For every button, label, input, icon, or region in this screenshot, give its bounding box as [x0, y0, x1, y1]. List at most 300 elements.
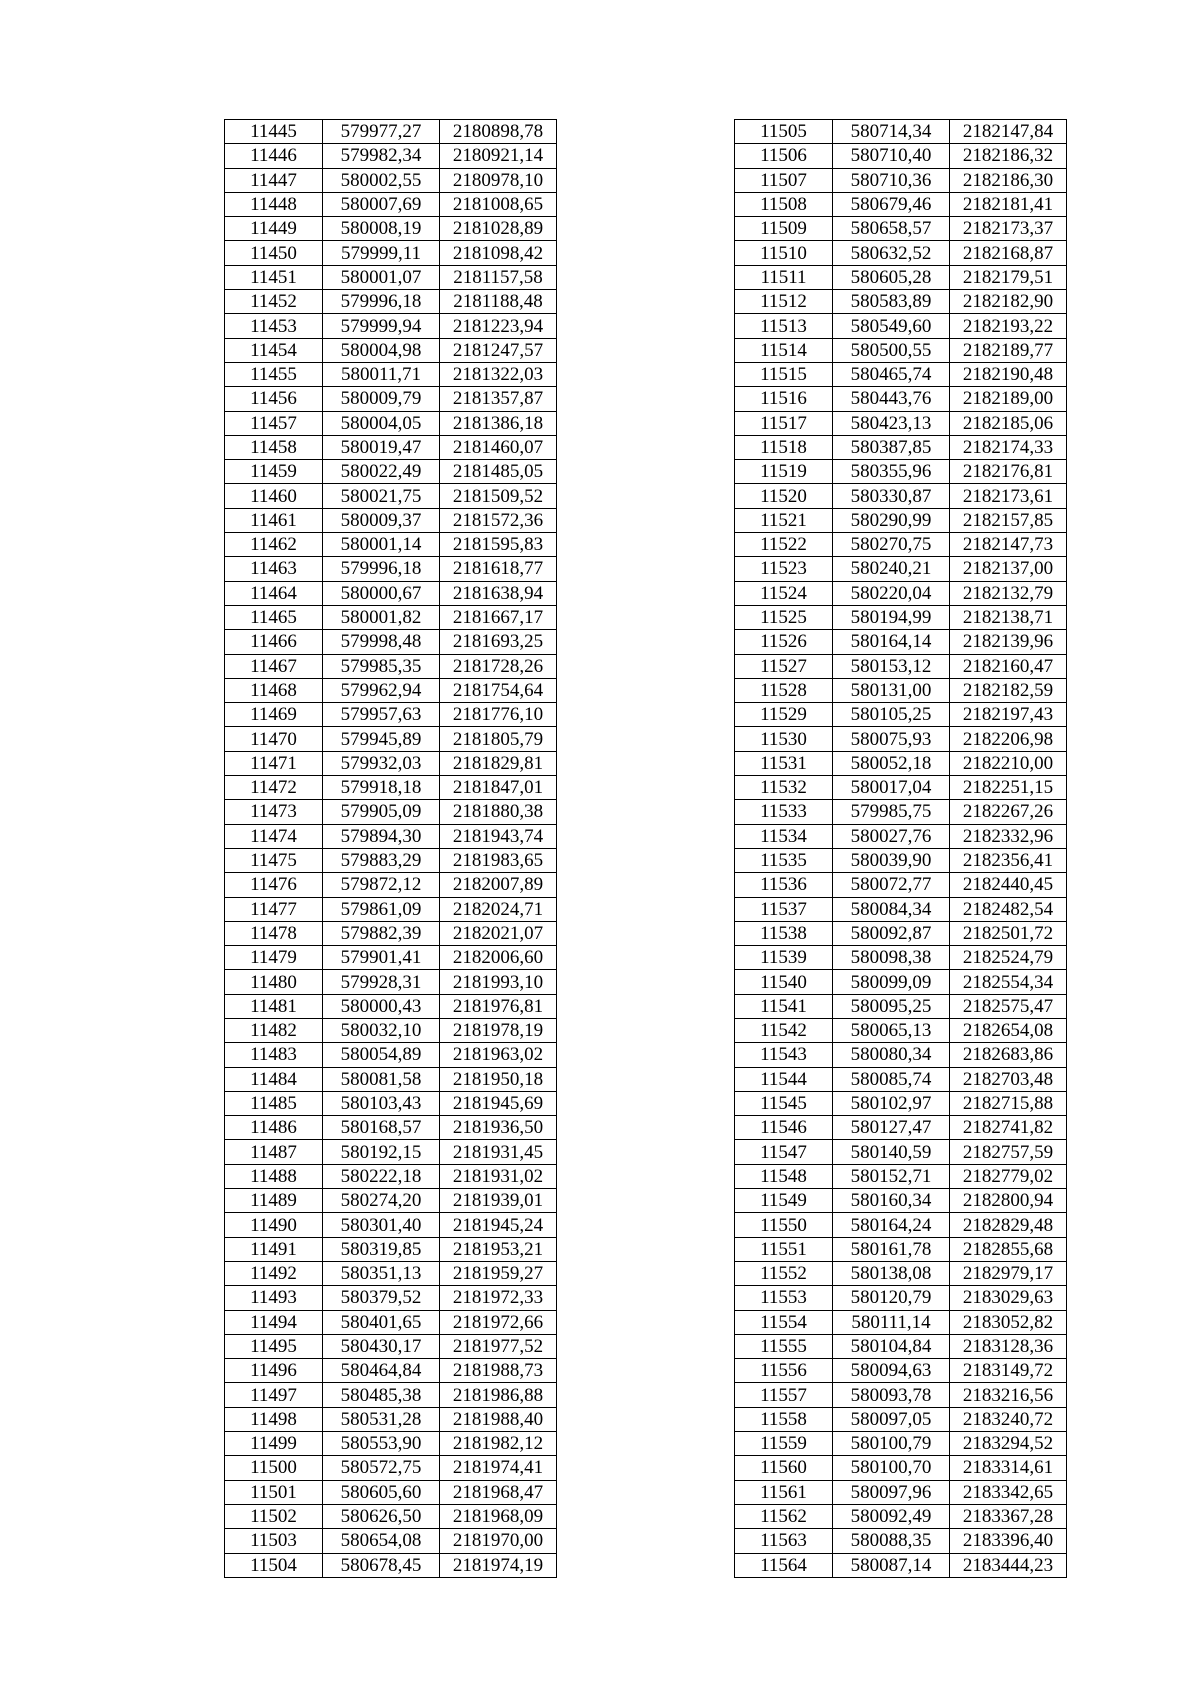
x-coordinate-cell: 580039,90 — [833, 848, 950, 872]
y-coordinate-cell: 2181880,38 — [440, 800, 557, 824]
point-number-cell: 11560 — [735, 1456, 833, 1480]
point-number-cell: 11478 — [225, 921, 323, 945]
y-coordinate-cell: 2181978,19 — [440, 1018, 557, 1042]
x-coordinate-cell: 580153,12 — [833, 654, 950, 678]
y-coordinate-cell: 2181728,26 — [440, 654, 557, 678]
x-coordinate-cell: 580080,34 — [833, 1043, 950, 1067]
point-number-cell: 11472 — [225, 776, 323, 800]
x-coordinate-cell: 580379,52 — [323, 1286, 440, 1310]
x-coordinate-cell: 580319,85 — [323, 1237, 440, 1261]
y-coordinate-cell: 2181223,94 — [440, 314, 557, 338]
y-coordinate-cell: 2183444,23 — [950, 1553, 1067, 1577]
table-row — [735, 1310, 1067, 1334]
point-number-cell: 11533 — [735, 800, 833, 824]
y-coordinate-cell: 2183240,72 — [950, 1407, 1067, 1431]
coordinates-table-right-body — [735, 120, 1067, 1578]
x-coordinate-cell: 580443,76 — [833, 387, 950, 411]
x-coordinate-cell: 580160,34 — [833, 1189, 950, 1213]
table-row — [225, 1359, 557, 1383]
y-coordinate-cell: 2180921,14 — [440, 144, 557, 168]
table-row — [735, 387, 1067, 411]
x-coordinate-cell: 580002,55 — [323, 168, 440, 192]
point-number-cell: 11500 — [225, 1456, 323, 1480]
point-number-cell: 11475 — [225, 848, 323, 872]
point-number-cell: 11551 — [735, 1237, 833, 1261]
point-number-cell: 11450 — [225, 241, 323, 265]
x-coordinate-cell: 580572,75 — [323, 1456, 440, 1480]
y-coordinate-cell: 2182173,37 — [950, 217, 1067, 241]
x-coordinate-cell: 580583,89 — [833, 290, 950, 314]
point-number-cell: 11532 — [735, 776, 833, 800]
table-row — [225, 460, 557, 484]
x-coordinate-cell: 580240,21 — [833, 557, 950, 581]
table-row — [225, 897, 557, 921]
point-number-cell: 11512 — [735, 290, 833, 314]
table-row — [735, 1043, 1067, 1067]
y-coordinate-cell: 2183367,28 — [950, 1504, 1067, 1528]
x-coordinate-cell: 579918,18 — [323, 776, 440, 800]
table-row — [735, 605, 1067, 629]
table-row — [225, 921, 557, 945]
y-coordinate-cell: 2182554,34 — [950, 970, 1067, 994]
y-coordinate-cell: 2182267,26 — [950, 800, 1067, 824]
table-row — [225, 290, 557, 314]
point-number-cell: 11509 — [735, 217, 833, 241]
table-row — [735, 1456, 1067, 1480]
point-number-cell: 11554 — [735, 1310, 833, 1334]
y-coordinate-cell: 2181931,45 — [440, 1140, 557, 1164]
table-row — [225, 144, 557, 168]
y-coordinate-cell: 2181983,65 — [440, 848, 557, 872]
point-number-cell: 11513 — [735, 314, 833, 338]
y-coordinate-cell: 2182757,59 — [950, 1140, 1067, 1164]
table-row — [225, 800, 557, 824]
y-coordinate-cell: 2181247,57 — [440, 338, 557, 362]
point-number-cell: 11476 — [225, 873, 323, 897]
y-coordinate-cell: 2181776,10 — [440, 703, 557, 727]
point-number-cell: 11506 — [735, 144, 833, 168]
table-row — [225, 508, 557, 532]
point-number-cell: 11451 — [225, 265, 323, 289]
x-coordinate-cell: 580222,18 — [323, 1164, 440, 1188]
y-coordinate-cell: 2181968,47 — [440, 1480, 557, 1504]
point-number-cell: 11537 — [735, 897, 833, 921]
y-coordinate-cell: 2182185,06 — [950, 411, 1067, 435]
point-number-cell: 11539 — [735, 946, 833, 970]
y-coordinate-cell: 2182482,54 — [950, 897, 1067, 921]
table-row — [225, 362, 557, 386]
table-row — [225, 1334, 557, 1358]
y-coordinate-cell: 2181847,01 — [440, 776, 557, 800]
y-coordinate-cell: 2181950,18 — [440, 1067, 557, 1091]
x-coordinate-cell: 579932,03 — [323, 751, 440, 775]
table-row — [735, 1116, 1067, 1140]
table-row — [735, 727, 1067, 751]
y-coordinate-cell: 2182181,41 — [950, 192, 1067, 216]
point-number-cell: 11504 — [225, 1553, 323, 1577]
x-coordinate-cell: 580087,14 — [833, 1553, 950, 1577]
point-number-cell: 11525 — [735, 605, 833, 629]
y-coordinate-cell: 2182189,77 — [950, 338, 1067, 362]
point-number-cell: 11492 — [225, 1261, 323, 1285]
point-number-cell: 11455 — [225, 362, 323, 386]
x-coordinate-cell: 580465,74 — [833, 362, 950, 386]
point-number-cell: 11462 — [225, 533, 323, 557]
x-coordinate-cell: 580072,77 — [833, 873, 950, 897]
y-coordinate-cell: 2182829,48 — [950, 1213, 1067, 1237]
point-number-cell: 11526 — [735, 630, 833, 654]
y-coordinate-cell: 2182139,96 — [950, 630, 1067, 654]
x-coordinate-cell: 580351,13 — [323, 1261, 440, 1285]
point-number-cell: 11553 — [735, 1286, 833, 1310]
table-row — [735, 921, 1067, 945]
y-coordinate-cell: 2182190,48 — [950, 362, 1067, 386]
point-number-cell: 11477 — [225, 897, 323, 921]
point-number-cell: 11496 — [225, 1359, 323, 1383]
y-coordinate-cell: 2181460,07 — [440, 435, 557, 459]
table-row — [735, 1018, 1067, 1042]
x-coordinate-cell: 580274,20 — [323, 1189, 440, 1213]
x-coordinate-cell: 580095,25 — [833, 994, 950, 1018]
point-number-cell: 11449 — [225, 217, 323, 241]
y-coordinate-cell: 2181974,19 — [440, 1553, 557, 1577]
x-coordinate-cell: 580120,79 — [833, 1286, 950, 1310]
x-coordinate-cell: 580654,08 — [323, 1529, 440, 1553]
x-coordinate-cell: 580001,14 — [323, 533, 440, 557]
x-coordinate-cell: 580605,60 — [323, 1480, 440, 1504]
y-coordinate-cell: 2180898,78 — [440, 120, 557, 144]
x-coordinate-cell: 580330,87 — [833, 484, 950, 508]
x-coordinate-cell: 579905,09 — [323, 800, 440, 824]
x-coordinate-cell: 580027,76 — [833, 824, 950, 848]
x-coordinate-cell: 580531,28 — [323, 1407, 440, 1431]
x-coordinate-cell: 580355,96 — [833, 460, 950, 484]
x-coordinate-cell: 580658,57 — [833, 217, 950, 241]
y-coordinate-cell: 2182741,82 — [950, 1116, 1067, 1140]
y-coordinate-cell: 2182855,68 — [950, 1237, 1067, 1261]
table-row — [735, 241, 1067, 265]
x-coordinate-cell: 579872,12 — [323, 873, 440, 897]
point-number-cell: 11486 — [225, 1116, 323, 1140]
point-number-cell: 11447 — [225, 168, 323, 192]
point-number-cell: 11488 — [225, 1164, 323, 1188]
x-coordinate-cell: 580052,18 — [833, 751, 950, 775]
x-coordinate-cell: 580270,75 — [833, 533, 950, 557]
y-coordinate-cell: 2182147,73 — [950, 533, 1067, 557]
y-coordinate-cell: 2181976,81 — [440, 994, 557, 1018]
x-coordinate-cell: 580088,35 — [833, 1529, 950, 1553]
y-coordinate-cell: 2182186,32 — [950, 144, 1067, 168]
y-coordinate-cell: 2181638,94 — [440, 581, 557, 605]
y-coordinate-cell: 2182779,02 — [950, 1164, 1067, 1188]
point-number-cell: 11546 — [735, 1116, 833, 1140]
point-number-cell: 11497 — [225, 1383, 323, 1407]
table-row — [735, 1164, 1067, 1188]
x-coordinate-cell: 580104,84 — [833, 1334, 950, 1358]
point-number-cell: 11542 — [735, 1018, 833, 1042]
point-number-cell: 11515 — [735, 362, 833, 386]
x-coordinate-cell: 580000,67 — [323, 581, 440, 605]
point-number-cell: 11521 — [735, 508, 833, 532]
y-coordinate-cell: 2182575,47 — [950, 994, 1067, 1018]
point-number-cell: 11545 — [735, 1091, 833, 1115]
point-number-cell: 11561 — [735, 1480, 833, 1504]
x-coordinate-cell: 580011,71 — [323, 362, 440, 386]
point-number-cell: 11559 — [735, 1432, 833, 1456]
coordinates-table-left — [224, 119, 557, 1578]
point-number-cell: 11463 — [225, 557, 323, 581]
x-coordinate-cell: 580004,05 — [323, 411, 440, 435]
point-number-cell: 11524 — [735, 581, 833, 605]
y-coordinate-cell: 2182703,48 — [950, 1067, 1067, 1091]
table-row — [225, 411, 557, 435]
table-row — [225, 1432, 557, 1456]
x-coordinate-cell: 580102,97 — [833, 1091, 950, 1115]
point-number-cell: 11529 — [735, 703, 833, 727]
point-number-cell: 11460 — [225, 484, 323, 508]
y-coordinate-cell: 2182182,59 — [950, 678, 1067, 702]
table-row — [225, 168, 557, 192]
y-coordinate-cell: 2182800,94 — [950, 1189, 1067, 1213]
y-coordinate-cell: 2182157,85 — [950, 508, 1067, 532]
point-number-cell: 11494 — [225, 1310, 323, 1334]
x-coordinate-cell: 580097,05 — [833, 1407, 950, 1431]
point-number-cell: 11448 — [225, 192, 323, 216]
point-number-cell: 11518 — [735, 435, 833, 459]
table-row — [225, 1383, 557, 1407]
point-number-cell: 11452 — [225, 290, 323, 314]
y-coordinate-cell: 2182021,07 — [440, 921, 557, 945]
y-coordinate-cell: 2183294,52 — [950, 1432, 1067, 1456]
x-coordinate-cell: 580290,99 — [833, 508, 950, 532]
y-coordinate-cell: 2183314,61 — [950, 1456, 1067, 1480]
point-number-cell: 11474 — [225, 824, 323, 848]
table-row — [225, 1553, 557, 1577]
y-coordinate-cell: 2182174,33 — [950, 435, 1067, 459]
x-coordinate-cell: 579962,94 — [323, 678, 440, 702]
y-coordinate-cell: 2182501,72 — [950, 921, 1067, 945]
table-row — [225, 533, 557, 557]
y-coordinate-cell: 2182007,89 — [440, 873, 557, 897]
point-number-cell: 11491 — [225, 1237, 323, 1261]
point-number-cell: 11517 — [735, 411, 833, 435]
x-coordinate-cell: 579999,11 — [323, 241, 440, 265]
table-row — [735, 1407, 1067, 1431]
table-row — [225, 994, 557, 1018]
table-row — [735, 800, 1067, 824]
point-number-cell: 11499 — [225, 1432, 323, 1456]
x-coordinate-cell: 580485,38 — [323, 1383, 440, 1407]
x-coordinate-cell: 580000,43 — [323, 994, 440, 1018]
table-row — [225, 873, 557, 897]
point-number-cell: 11468 — [225, 678, 323, 702]
table-row — [225, 120, 557, 144]
point-number-cell: 11547 — [735, 1140, 833, 1164]
table-row — [735, 776, 1067, 800]
y-coordinate-cell: 2181968,09 — [440, 1504, 557, 1528]
y-coordinate-cell: 2181988,73 — [440, 1359, 557, 1383]
y-coordinate-cell: 2181667,17 — [440, 605, 557, 629]
y-coordinate-cell: 2181986,88 — [440, 1383, 557, 1407]
x-coordinate-cell: 580111,14 — [833, 1310, 950, 1334]
y-coordinate-cell: 2181595,83 — [440, 533, 557, 557]
table-row — [225, 848, 557, 872]
y-coordinate-cell: 2182683,86 — [950, 1043, 1067, 1067]
table-row — [735, 508, 1067, 532]
y-coordinate-cell: 2182193,22 — [950, 314, 1067, 338]
point-number-cell: 11564 — [735, 1553, 833, 1577]
x-coordinate-cell: 580022,49 — [323, 460, 440, 484]
point-number-cell: 11471 — [225, 751, 323, 775]
y-coordinate-cell: 2181931,02 — [440, 1164, 557, 1188]
point-number-cell: 11503 — [225, 1529, 323, 1553]
point-number-cell: 11523 — [735, 557, 833, 581]
y-coordinate-cell: 2183149,72 — [950, 1359, 1067, 1383]
point-number-cell: 11527 — [735, 654, 833, 678]
table-row — [735, 557, 1067, 581]
x-coordinate-cell: 580168,57 — [323, 1116, 440, 1140]
point-number-cell: 11457 — [225, 411, 323, 435]
y-coordinate-cell: 2181386,18 — [440, 411, 557, 435]
y-coordinate-cell: 2181972,66 — [440, 1310, 557, 1334]
table-row — [735, 411, 1067, 435]
y-coordinate-cell: 2182206,98 — [950, 727, 1067, 751]
point-number-cell: 11530 — [735, 727, 833, 751]
y-coordinate-cell: 2181977,52 — [440, 1334, 557, 1358]
table-row — [225, 654, 557, 678]
x-coordinate-cell: 580100,70 — [833, 1456, 950, 1480]
x-coordinate-cell: 579945,89 — [323, 727, 440, 751]
table-row — [735, 1237, 1067, 1261]
y-coordinate-cell: 2182332,96 — [950, 824, 1067, 848]
y-coordinate-cell: 2181357,87 — [440, 387, 557, 411]
y-coordinate-cell: 2182356,41 — [950, 848, 1067, 872]
table-row — [735, 678, 1067, 702]
table-row — [225, 1043, 557, 1067]
x-coordinate-cell: 580423,13 — [833, 411, 950, 435]
table-row — [735, 1213, 1067, 1237]
point-number-cell: 11493 — [225, 1286, 323, 1310]
y-coordinate-cell: 2181805,79 — [440, 727, 557, 751]
x-coordinate-cell: 580092,87 — [833, 921, 950, 945]
point-number-cell: 11516 — [735, 387, 833, 411]
table-row — [225, 678, 557, 702]
table-row — [735, 192, 1067, 216]
table-row — [735, 460, 1067, 484]
table-row — [225, 946, 557, 970]
table-row — [225, 1091, 557, 1115]
point-number-cell: 11495 — [225, 1334, 323, 1358]
x-coordinate-cell: 580017,04 — [833, 776, 950, 800]
table-row — [735, 1091, 1067, 1115]
y-coordinate-cell: 2181188,48 — [440, 290, 557, 314]
point-number-cell: 11483 — [225, 1043, 323, 1067]
point-number-cell: 11473 — [225, 800, 323, 824]
point-number-cell: 11484 — [225, 1067, 323, 1091]
x-coordinate-cell: 579957,63 — [323, 703, 440, 727]
x-coordinate-cell: 580714,34 — [833, 120, 950, 144]
point-number-cell: 11454 — [225, 338, 323, 362]
y-coordinate-cell: 2181943,74 — [440, 824, 557, 848]
x-coordinate-cell: 580127,47 — [833, 1116, 950, 1140]
y-coordinate-cell: 2181939,01 — [440, 1189, 557, 1213]
x-coordinate-cell: 580065,13 — [833, 1018, 950, 1042]
x-coordinate-cell: 579894,30 — [323, 824, 440, 848]
x-coordinate-cell: 580626,50 — [323, 1504, 440, 1528]
x-coordinate-cell: 580001,82 — [323, 605, 440, 629]
y-coordinate-cell: 2182715,88 — [950, 1091, 1067, 1115]
point-number-cell: 11535 — [735, 848, 833, 872]
table-row — [735, 290, 1067, 314]
table-row — [735, 1553, 1067, 1577]
point-number-cell: 11536 — [735, 873, 833, 897]
table-row — [735, 1383, 1067, 1407]
point-number-cell: 11508 — [735, 192, 833, 216]
y-coordinate-cell: 2183029,63 — [950, 1286, 1067, 1310]
y-coordinate-cell: 2181963,02 — [440, 1043, 557, 1067]
y-coordinate-cell: 2182138,71 — [950, 605, 1067, 629]
table-row — [735, 265, 1067, 289]
x-coordinate-cell: 579928,31 — [323, 970, 440, 994]
table-row — [735, 946, 1067, 970]
point-number-cell: 11467 — [225, 654, 323, 678]
x-coordinate-cell: 580094,63 — [833, 1359, 950, 1383]
table-row — [225, 192, 557, 216]
table-row — [735, 1504, 1067, 1528]
y-coordinate-cell: 2181988,40 — [440, 1407, 557, 1431]
y-coordinate-cell: 2182147,84 — [950, 120, 1067, 144]
table-row — [735, 314, 1067, 338]
table-row — [735, 362, 1067, 386]
y-coordinate-cell: 2182137,00 — [950, 557, 1067, 581]
x-coordinate-cell: 580097,96 — [833, 1480, 950, 1504]
point-number-cell: 11446 — [225, 144, 323, 168]
point-number-cell: 11501 — [225, 1480, 323, 1504]
point-number-cell: 11511 — [735, 265, 833, 289]
y-coordinate-cell: 2181945,24 — [440, 1213, 557, 1237]
y-coordinate-cell: 2182186,30 — [950, 168, 1067, 192]
y-coordinate-cell: 2181157,58 — [440, 265, 557, 289]
y-coordinate-cell: 2182006,60 — [440, 946, 557, 970]
table-row — [735, 751, 1067, 775]
table-row — [735, 1359, 1067, 1383]
x-coordinate-cell: 580081,58 — [323, 1067, 440, 1091]
point-number-cell: 11522 — [735, 533, 833, 557]
x-coordinate-cell: 580008,19 — [323, 217, 440, 241]
point-number-cell: 11458 — [225, 435, 323, 459]
y-coordinate-cell: 2181953,21 — [440, 1237, 557, 1261]
x-coordinate-cell: 580679,46 — [833, 192, 950, 216]
y-coordinate-cell: 2183396,40 — [950, 1529, 1067, 1553]
x-coordinate-cell: 580007,69 — [323, 192, 440, 216]
table-row — [225, 581, 557, 605]
x-coordinate-cell: 580301,40 — [323, 1213, 440, 1237]
y-coordinate-cell: 2182251,15 — [950, 776, 1067, 800]
y-coordinate-cell: 2182168,87 — [950, 241, 1067, 265]
y-coordinate-cell: 2182173,61 — [950, 484, 1067, 508]
x-coordinate-cell: 579996,18 — [323, 290, 440, 314]
x-coordinate-cell: 580710,40 — [833, 144, 950, 168]
point-number-cell: 11466 — [225, 630, 323, 654]
point-number-cell: 11489 — [225, 1189, 323, 1213]
y-coordinate-cell: 2181972,33 — [440, 1286, 557, 1310]
table-row — [735, 435, 1067, 459]
table-row — [225, 1407, 557, 1431]
table-row — [225, 1213, 557, 1237]
table-row — [225, 1164, 557, 1188]
point-number-cell: 11502 — [225, 1504, 323, 1528]
point-number-cell: 11514 — [735, 338, 833, 362]
